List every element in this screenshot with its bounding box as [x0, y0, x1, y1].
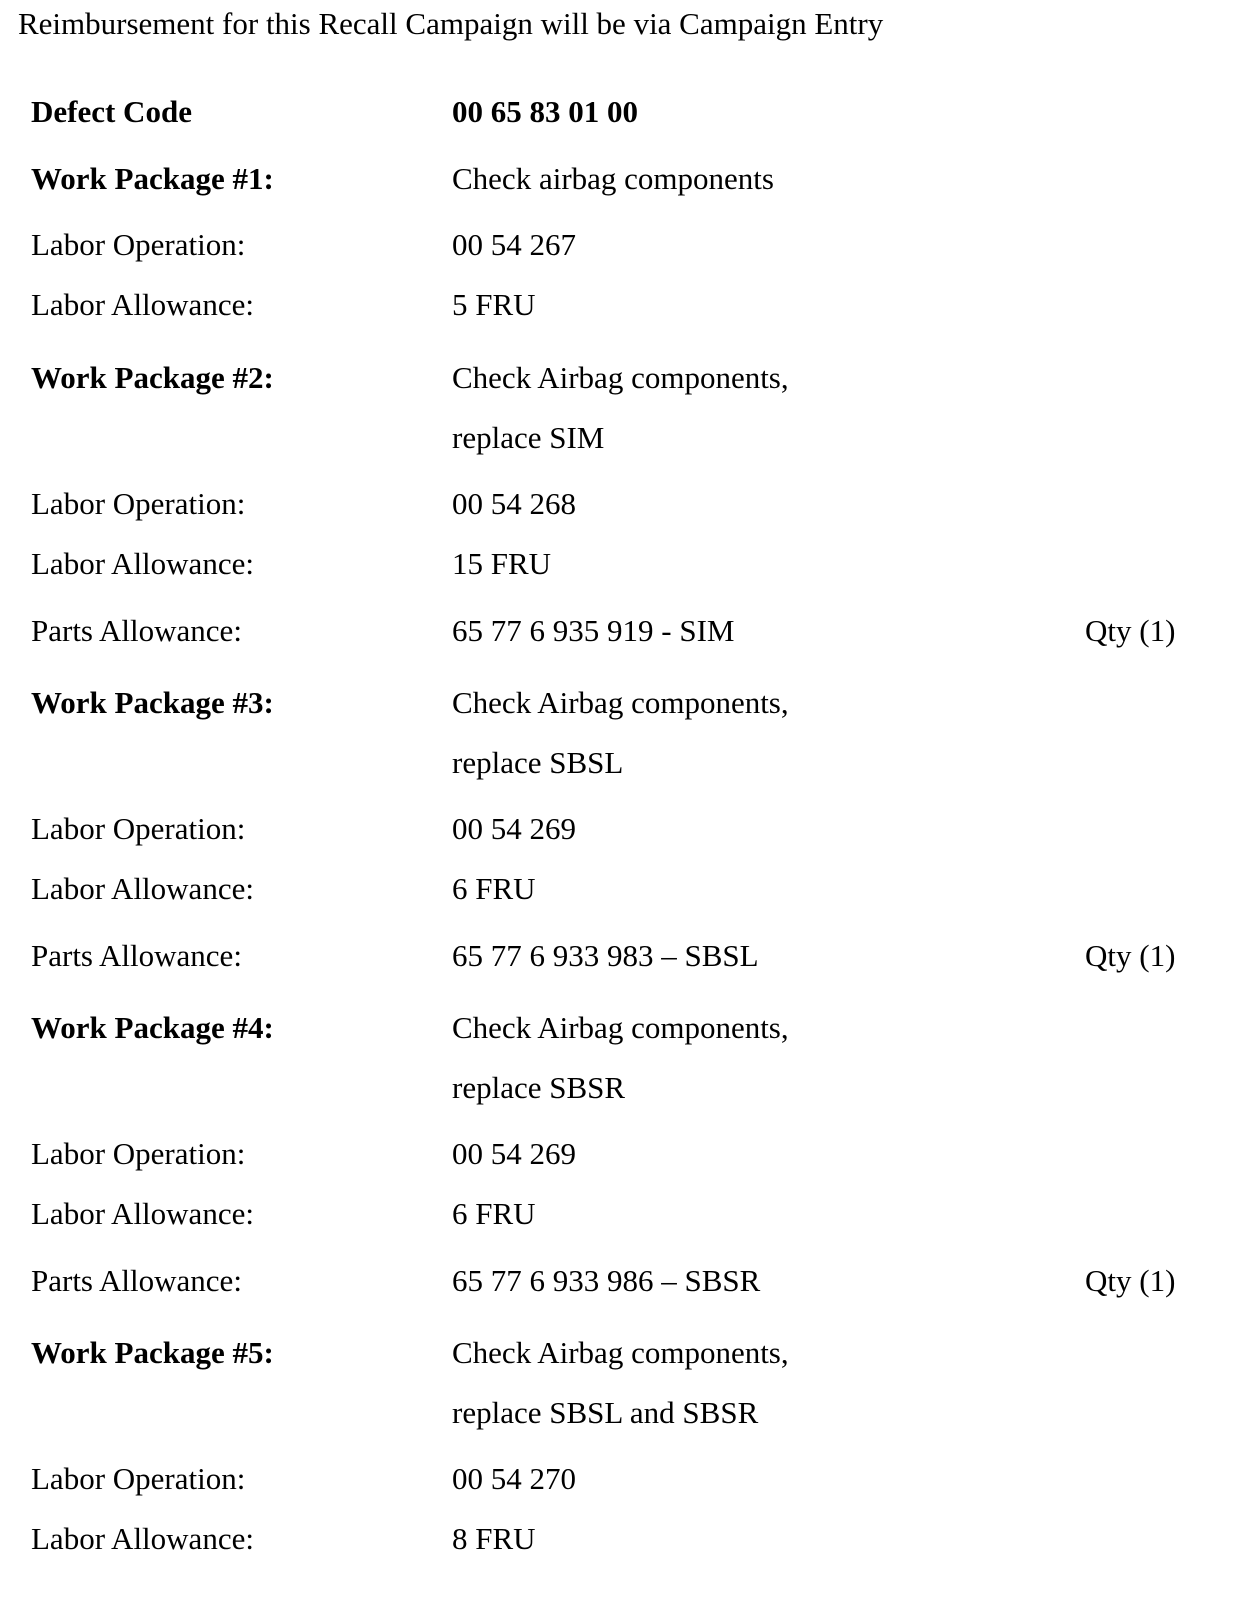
parts-allowance-label: Parts Allowance:: [31, 938, 242, 973]
parts-allowance-label: Parts Allowance:: [31, 1263, 242, 1298]
parts-allowance-label: Parts Allowance:: [31, 613, 242, 648]
defect-code-label: Defect Code: [31, 94, 192, 129]
labor-operation-label: Labor Operation:: [31, 811, 246, 846]
work-package-title: Work Package #3:: [31, 685, 274, 720]
labor-allowance-label: Labor Allowance:: [31, 546, 254, 581]
labor-operation-label: Labor Operation:: [31, 1136, 246, 1171]
labor-allowance-value: 6 FRU: [452, 1196, 536, 1231]
work-package-title: Work Package #1:: [31, 161, 274, 196]
labor-allowance-value: 8 FRU: [452, 1521, 536, 1556]
parts-quantity: Qty (1): [1085, 938, 1176, 973]
labor-allowance-label: Labor Allowance:: [31, 287, 254, 322]
labor-operation-value: 00 54 270: [452, 1461, 576, 1496]
labor-allowance-label: Labor Allowance:: [31, 1196, 254, 1231]
work-package-description: Check airbag components: [452, 161, 774, 196]
work-package-description-cont: replace SIM: [452, 420, 605, 455]
work-package-description: Check Airbag components,: [452, 1335, 789, 1370]
labor-operation-label: Labor Operation:: [31, 486, 246, 521]
parts-allowance-value: 65 77 6 933 983 – SBSL: [452, 938, 759, 973]
labor-operation-value: 00 54 269: [452, 811, 576, 846]
parts-quantity: Qty (1): [1085, 613, 1176, 648]
labor-operation-label: Labor Operation:: [31, 1461, 246, 1496]
labor-operation-value: 00 54 268: [452, 486, 576, 521]
labor-allowance-label: Labor Allowance:: [31, 871, 254, 906]
work-package-description-cont: replace SBSL and SBSR: [452, 1395, 759, 1430]
parts-allowance-value: 65 77 6 933 986 – SBSR: [452, 1263, 761, 1298]
work-package-title: Work Package #4:: [31, 1010, 274, 1045]
intro-text: Reimbursement for this Recall Campaign will be via Campaign Entry: [18, 6, 884, 41]
defect-code-value: 00 65 83 01 00: [452, 94, 638, 129]
labor-allowance-value: 15 FRU: [452, 546, 552, 581]
labor-allowance-label: Labor Allowance:: [31, 1521, 254, 1556]
labor-operation-value: 00 54 269: [452, 1136, 576, 1171]
labor-allowance-value: 6 FRU: [452, 871, 536, 906]
work-package-description-cont: replace SBSL: [452, 745, 624, 780]
labor-operation-label: Labor Operation:: [31, 227, 246, 262]
work-package-title: Work Package #2:: [31, 360, 274, 395]
work-package-description: Check Airbag components,: [452, 360, 789, 395]
labor-operation-value: 00 54 267: [452, 227, 576, 262]
parts-allowance-value: 65 77 6 935 919 - SIM: [452, 613, 735, 648]
parts-quantity: Qty (1): [1085, 1263, 1176, 1298]
work-package-title: Work Package #5:: [31, 1335, 274, 1370]
work-package-description: Check Airbag components,: [452, 685, 789, 720]
work-package-description-cont: replace SBSR: [452, 1070, 626, 1105]
labor-allowance-value: 5 FRU: [452, 287, 536, 322]
work-package-description: Check Airbag components,: [452, 1010, 789, 1045]
